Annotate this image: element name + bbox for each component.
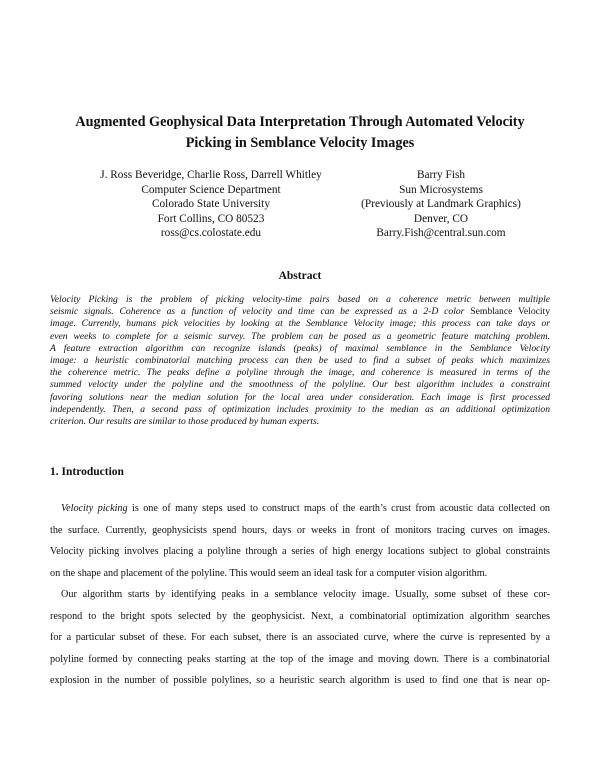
body-line: Our algorithm starts by identifying peaks in a semblance velocity image. Usually, some subset of these cor- [61,589,550,600]
location-left: Fort Collins, CO 80523 [157,212,265,225]
body-line [50,498,550,520]
abstract-line: favoring solutions near the median solution for the local area under consideration. Each image is first processed [50,391,550,403]
abstract-heading: Abstract [278,270,322,282]
abstract-line: criterion. Our results are similar to those produced by human experts. [50,416,320,428]
body-line: the surface. Currently, geophysicists spend hours, days or weeks in front of monitors tracing curves on images. [50,524,550,536]
email-left: ross@cs.colostate.edu [160,227,262,240]
body-line: respond to the bright spots selected by the geophysicist. Next, a combinatorial optimization algorithm searches [50,610,550,622]
introduction-paragraph-1 [50,498,550,584]
paper-title [50,112,550,154]
introduction-paragraph-2 [50,584,550,692]
author-name-right: Barry Fish [416,169,465,181]
abstract-line: image. Currently, humans pick velocities by looking at the Semblance Velocity image; this process can take days or [50,318,550,330]
title-line-1: Augmented Geophysical Data Interpretation Through Automated Velocity [75,114,525,130]
body-line: polyline formed by connecting peaks starting at the top of the image and moving down. There is a combinatorial [50,653,550,665]
abstract-line [50,306,550,318]
department-left: Computer Science Department [141,183,281,196]
abstract-line: Velocity Picking is the problem of picking velocity-time pairs based on a coherence metric between multiple [50,294,550,305]
author-affiliation-right [330,168,552,241]
abstract-line: image: a heuristic combinatorial matching process can then be used to find a subset of peaks which maximizes [50,355,550,367]
author-affiliation-left [60,168,362,241]
abstract-line: even weeks to complete for a seismic survey. The problem can be posed as a geometric feature matching problem. [50,330,550,342]
abstract-text [50,294,550,428]
author-names-left: J. Ross Beveridge, Charlie Ross, Darrell Whitley [100,169,322,181]
title-line-2: Picking in Semblance Velocity Images [185,135,415,151]
body-line: on the shape and placement of the polyline. This would seem an ideal task for a computer vision algorithm. [50,567,488,579]
emphasis-term: Velocity picking [61,503,128,514]
institution-left: Colorado State University [152,198,270,211]
email-right: Barry.Fish@central.sun.com [376,227,506,240]
abstract-line: the coherence metric. The peaks define a polyline through the image, and coherence is measured in terms of the [50,367,550,379]
previous-affiliation-right: (Previously at Landmark Graphics) [361,198,521,211]
abstract-line: summed velocity under the polyline and the smoothness of the polyline. Our best algorithm includes a constraint [50,379,550,391]
section-heading-introduction: 1. Introduction [50,466,124,478]
institution-right: Sun Microsystems [399,183,483,196]
body-line: for a particular subset of these. For each subset, there is an associated curve, where the curve is represented by a [50,632,550,643]
body-line: Velocity picking involves placing a polyline through a series of high energy locations subject to global constraints [50,546,550,557]
body-line: explosion in the number of possible polylines, so a heuristic search algorithm is used to find one that is near op- [50,675,550,686]
location-right: Denver, CO [413,212,469,225]
body-line-rest: is one of many steps used to construct maps of the earth’s crust from acoustic data collected on [127,503,551,514]
abstract-line: independently. Then, a second pass of optimization includes proximity to the median as an additional optimization [50,403,550,415]
abstract-line-upright: Semblance Velocity [470,306,550,318]
abstract-line-italic: seismic signals. Coherence as a function of velocity and time can be expressed as a 2-D color [50,306,465,318]
abstract-line: A feature extraction algorithm can recognize islands (peaks) of maximal semblance in the Semblance Velocity [50,342,550,354]
